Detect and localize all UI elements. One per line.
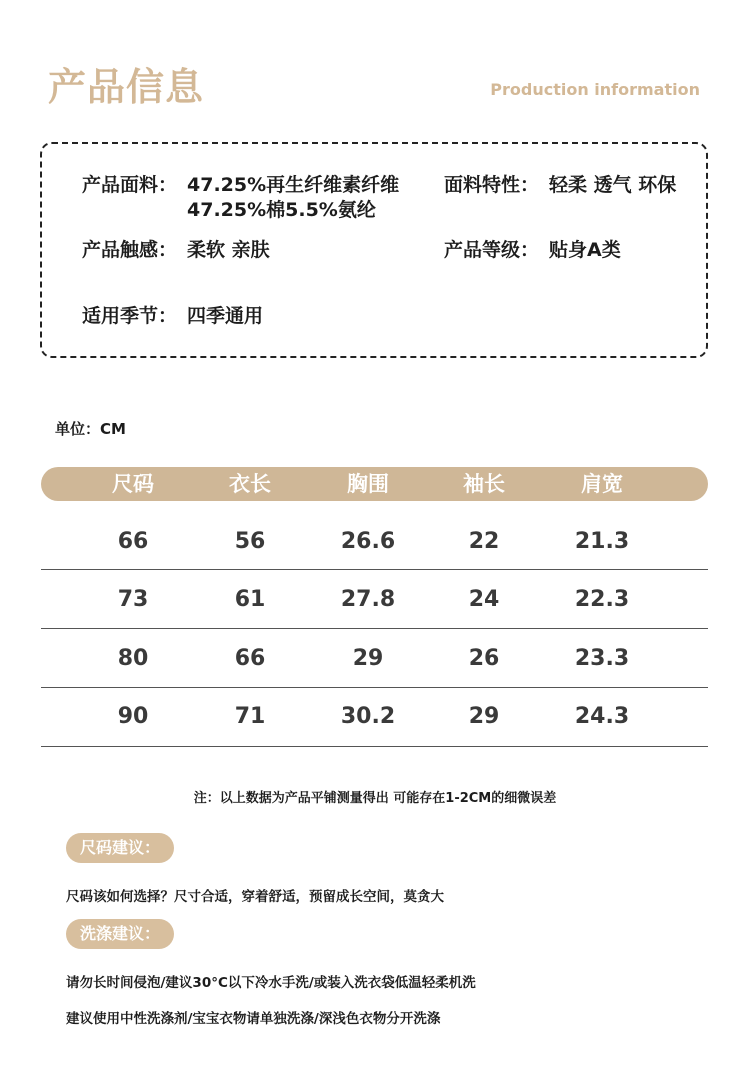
wash-advice-line2: 建议使用中性洗涤剂/宝宝衣物请单独洗涤/深浅色衣物分开洗涤 xyxy=(66,1011,441,1027)
season-value: 四季通用 xyxy=(187,305,264,327)
unit-label: 单位：CM xyxy=(55,420,126,438)
table-cell: 29 xyxy=(468,704,500,729)
table-cell: 26 xyxy=(468,646,500,671)
feature-label: 面料特性： xyxy=(444,174,540,196)
table-cell: 24 xyxy=(468,587,500,612)
fabric-value-line2: 47.25%棉5.5%氨纶 xyxy=(187,199,376,221)
wash-advice-badge: 洗涤建议： xyxy=(66,919,174,949)
column-header-sleeve: 袖长 xyxy=(463,472,505,496)
table-cell: 30.2 xyxy=(340,704,396,729)
column-header-size: 尺码 xyxy=(112,472,154,496)
table-cell: 29 xyxy=(352,646,384,671)
page-subtitle: Production information xyxy=(490,80,700,99)
row-divider xyxy=(41,628,708,629)
table-cell: 80 xyxy=(117,646,149,671)
fabric-label: 产品面料： xyxy=(82,174,178,196)
size-advice-badge: 尺码建议： xyxy=(66,833,174,863)
row-divider xyxy=(41,687,708,688)
measurement-note: 注：以上数据为产品平铺测量得出 可能存在1-2CM的细微误差 xyxy=(193,791,557,806)
table-cell: 56 xyxy=(234,529,266,554)
touch-label: 产品触感： xyxy=(82,239,178,261)
table-cell: 22 xyxy=(468,529,500,554)
feature-value: 轻柔 透气 环保 xyxy=(549,174,677,196)
size-advice-text: 尺码该如何选择？尺寸合适，穿着舒适，预留成长空间，莫贪大 xyxy=(66,889,444,905)
column-header-shoulder: 肩宽 xyxy=(581,472,623,496)
table-cell: 61 xyxy=(234,587,266,612)
table-cell: 27.8 xyxy=(340,587,396,612)
row-divider xyxy=(41,569,708,570)
table-cell: 66 xyxy=(234,646,266,671)
fabric-value-line1: 47.25%再生纤维素纤维 xyxy=(187,174,400,196)
grade-value: 贴身A类 xyxy=(549,239,621,261)
column-header-length: 衣长 xyxy=(229,472,271,496)
table-cell: 66 xyxy=(117,529,149,554)
table-cell: 22.3 xyxy=(574,587,630,612)
season-label: 适用季节： xyxy=(82,305,178,327)
touch-value: 柔软 亲肤 xyxy=(187,239,270,261)
table-cell: 23.3 xyxy=(574,646,630,671)
table-cell: 26.6 xyxy=(340,529,396,554)
grade-label: 产品等级： xyxy=(444,239,540,261)
table-cell: 73 xyxy=(117,587,149,612)
table-cell: 21.3 xyxy=(574,529,630,554)
table-cell: 71 xyxy=(234,704,266,729)
page-title: 产品信息 xyxy=(48,65,205,109)
column-header-chest: 胸围 xyxy=(347,472,389,496)
table-cell: 24.3 xyxy=(574,704,630,729)
wash-advice-line1: 请勿长时间侵泡/建议30°C以下冷水手洗/或装入洗衣袋低温轻柔机洗 xyxy=(66,975,476,991)
row-divider xyxy=(41,746,708,747)
size-table-header xyxy=(41,467,708,501)
table-cell: 90 xyxy=(117,704,149,729)
